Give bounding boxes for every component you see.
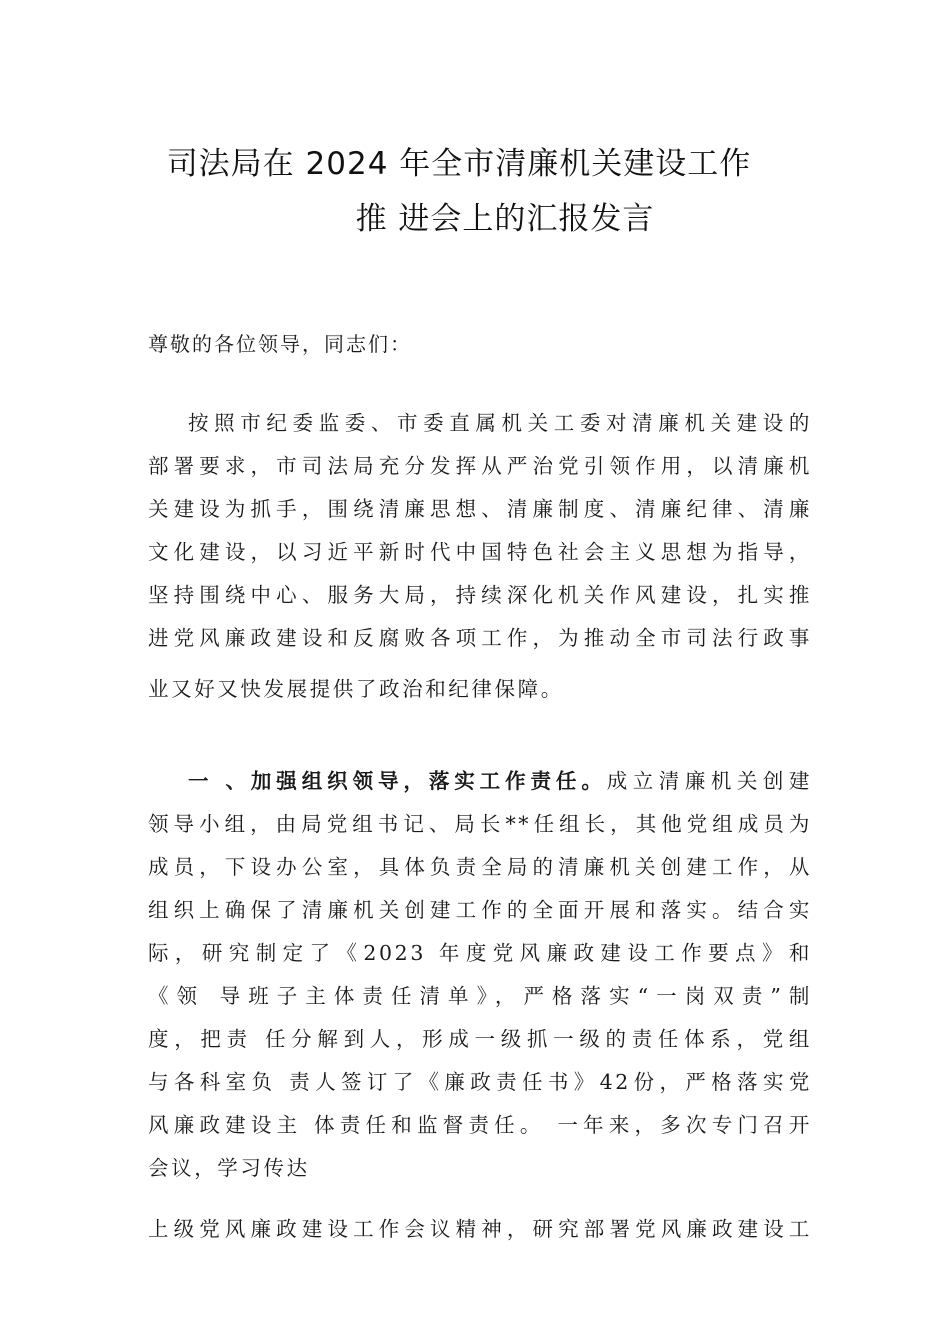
section-1-first-line [148, 760, 812, 803]
paragraph-line: 际，研究制定了《2023 年度党风廉政建设工作要点》和 [148, 941, 812, 965]
paragraph-line: 上级党风廉政建设工作会议精神，研究部署党风廉政建设工 [148, 1217, 812, 1241]
paragraph-line: 《领 导班子主体责任清单》，严格落实“一岗双责”制 [148, 984, 812, 1008]
paragraph-line: 按照市纪委监委、市委直属机关工委对清廉机关建设的 [188, 411, 812, 435]
paragraph-line: 与各科室负 责人签订了《廉政责任书》42份，严格落实党 [148, 1070, 812, 1094]
salutation: 尊敬的各位领导，同志们： [148, 332, 412, 356]
paragraph-line: 关建设为抓手，围绕清廉思想、清廉制度、清廉纪律、清廉 [148, 497, 812, 521]
paragraph-line: 会议，学习传达 [148, 1156, 310, 1180]
paragraph-line: 度，把责 任分解到人，形成一级抓一级的责任体系，党组 [148, 1027, 812, 1051]
section-1-heading: 一 、加强组织领导，落实工作责任。 [188, 769, 607, 793]
paragraph-line: 风廉政建设主 体责任和监督责任。 一年来，多次专门召开 [148, 1113, 812, 1137]
document-title-line-2: 推 进会上的汇报发言 [355, 201, 655, 237]
document-title-line-1: 司法局在 2024 年全市清廉机关建设工作 [166, 146, 752, 182]
paragraph-line: 业又好又快发展提供了政治和纪律保障。 [148, 677, 564, 701]
paragraph-continuation [148, 1208, 812, 1251]
paragraph-line: 进党风廉政建设和反腐败各项工作，为推动全市司法行政事 [148, 626, 812, 650]
paragraph-line: 领导小组，由局党组书记、局长**任组长，其他党组成员为 [148, 812, 812, 836]
paragraph-line: 部署要求，市司法局充分发挥从严治党引领作用，以清廉机 [148, 454, 812, 478]
paragraph-line: 坚持围绕中心、服务大局，持续深化机关作风建设，扎实推 [148, 583, 812, 607]
paragraph-line: 文化建设，以习近平新时代中国特色社会主义思想为指导， [148, 540, 812, 564]
paragraph-line: 成员，下设办公室，具体负责全局的清廉机关创建工作，从 [148, 855, 812, 879]
paragraph-intro [148, 402, 812, 711]
section-1-first-line-text: 成立清廉机关创建 [606, 769, 812, 793]
section-1 [148, 760, 812, 1190]
paragraph-line: 组织上确保了清廉机关创建工作的全面开展和落实。结合实 [148, 898, 812, 922]
